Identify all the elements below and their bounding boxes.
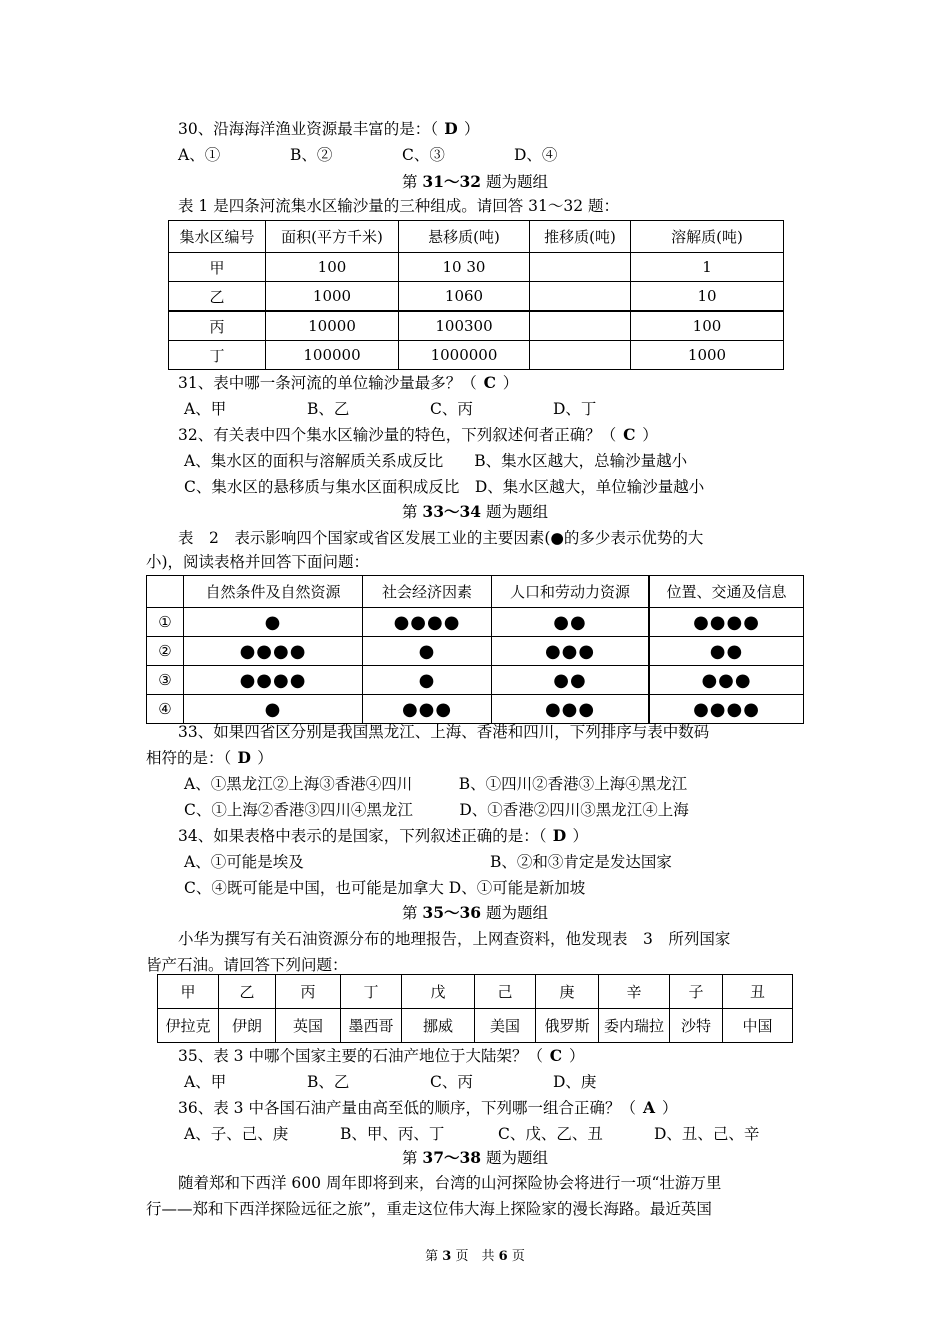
table3-cell: 沙特 — [670, 1009, 723, 1043]
q31-option-d: D、丁 — [553, 400, 597, 418]
table1-cell: 1060 — [399, 282, 530, 312]
table2-intro-2: 小)，阅读表格并回答下面问题： — [146, 553, 370, 571]
table2-dots: ●●●● — [184, 637, 363, 666]
q32-stem: 32、有关表中四个集水区输沙量的特色，下列叙述何者正确？（ C ） — [178, 425, 658, 444]
table1-cell — [530, 282, 631, 312]
table2-dots: ●●●● — [649, 695, 804, 724]
para37-line1: 随着郑和下西洋 600 周年即将到来，台湾的山河探险协会将进行一项“壮游万里 — [178, 1174, 722, 1192]
table2-dots: ● — [184, 695, 363, 724]
table1-cell: 1000 — [266, 282, 399, 312]
q31-answer: C — [483, 373, 496, 392]
q35-stem: 35、表 3 中哪个国家主要的石油产地位于大陆架？（ C ） — [178, 1046, 585, 1065]
q31-option-b: B、乙 — [307, 400, 350, 418]
table2-row-label: ③ — [147, 666, 184, 695]
table2-header: 自然条件及自然资源 — [184, 576, 363, 608]
q30-option-a: A、① — [178, 146, 221, 164]
table3-cell: 伊拉克 — [158, 1009, 219, 1043]
table3-intro-1: 小华为撰写有关石油资源分布的地理报告，上网查资料，他发现表 3 所列国家 — [178, 930, 731, 948]
table1-cell: 丁 — [169, 341, 266, 370]
table3-header: 丁 — [341, 975, 402, 1009]
q31-stem: 31、表中哪一条河流的单位输沙量最多？（ C ） — [178, 373, 519, 392]
q32-options-line2: C、集水区的悬移质与集水区面积成反比 D、集水区越大，单位输沙量越小 — [184, 478, 705, 496]
table2-dots: ●● — [492, 666, 650, 695]
table1-intro: 表 1 是四条河流集水区输沙量的三种组成。请回答 31～32 题： — [178, 197, 620, 215]
q34-options-line2: C、④既可能是中国，也可能是加拿大 D、①可能是新加坡 — [184, 879, 586, 897]
table2-dots: ●● — [492, 608, 650, 637]
table2-dots: ●●●● — [363, 608, 492, 637]
group-heading-35-36: 第 35～36 题为题组 — [401, 903, 549, 922]
q36-option-b: B、甲、丙、丁 — [340, 1125, 445, 1143]
footer-page-number: 3 — [442, 1249, 452, 1264]
table2-row-label: ① — [147, 608, 184, 637]
table2-dots: ● — [363, 666, 492, 695]
table3-cell: 英国 — [276, 1009, 341, 1043]
q35-option-a: A、甲 — [184, 1073, 227, 1091]
q36-stem: 36、表 3 中各国石油产量由高至低的顺序，下列哪一组合正确？（ A ） — [178, 1098, 678, 1117]
table2-dots: ●●● — [492, 695, 650, 724]
table1-header: 推移质(吨) — [530, 221, 631, 253]
table3-header: 辛 — [599, 975, 670, 1009]
q33-options-line2: C、①上海②香港③四川④黑龙江 D、①香港②四川③黑龙江④上海 — [184, 801, 689, 819]
table1-cell: 100 — [631, 311, 784, 341]
table2-dots: ●●●● — [184, 666, 363, 695]
table2-intro-1: 表 2 表示影响四个国家或省区发展工业的主要因素(●的多少表示优势的大 — [178, 529, 704, 547]
para37-line2: 行——郑和下西洋探险远征之旅”，重走这位伟大海上探险家的漫长海路。最近英国 — [146, 1200, 712, 1218]
table3-header: 戊 — [402, 975, 475, 1009]
table2-dots: ●●●● — [649, 608, 804, 637]
q32-answer: C — [623, 425, 636, 444]
table3-cell: 美国 — [475, 1009, 536, 1043]
page-footer: 第 3 页 共 6 页 — [425, 1249, 525, 1264]
table1-cell: 乙 — [169, 282, 266, 312]
table3-header: 甲 — [158, 975, 219, 1009]
table2-dots: ●●● — [649, 666, 804, 695]
table3-header: 丙 — [276, 975, 341, 1009]
table2-dots: ● — [184, 608, 363, 637]
table1-cell: 丙 — [169, 311, 266, 341]
table2-factors — [146, 575, 804, 724]
table1-cell: 100000 — [266, 341, 399, 370]
q34-option-a: A、①可能是埃及 — [184, 853, 304, 871]
table3-cell: 中国 — [723, 1009, 793, 1043]
table3-header: 丑 — [723, 975, 793, 1009]
table1-cell: 100 — [266, 253, 399, 282]
table1-cell: 1 — [631, 253, 784, 282]
group-heading-37-38: 第 37～38 题为题组 — [401, 1148, 549, 1167]
table1-cell: 1000 — [631, 341, 784, 370]
q35-option-d: D、庚 — [553, 1073, 597, 1091]
table1-cell — [530, 253, 631, 282]
table3-cell: 伊朗 — [219, 1009, 276, 1043]
table3-cell: 委内瑞拉 — [599, 1009, 670, 1043]
table2-row-label: ② — [147, 637, 184, 666]
q30-option-d: D、④ — [514, 146, 558, 164]
table2-dots: ●● — [649, 637, 804, 666]
footer-total-pages: 6 — [498, 1249, 508, 1264]
table2-dots: ●●● — [492, 637, 650, 666]
table3-header: 乙 — [219, 975, 276, 1009]
table1-cell: 10000 — [266, 311, 399, 341]
q31-option-c: C、丙 — [430, 400, 473, 418]
q33-answer: D — [237, 748, 251, 767]
table3-header: 庚 — [536, 975, 599, 1009]
q36-option-d: D、丑、己、辛 — [654, 1125, 760, 1143]
table2-dots: ● — [363, 637, 492, 666]
table2-header: 社会经济因素 — [363, 576, 492, 608]
table1-cell: 1000000 — [399, 341, 530, 370]
table2-row-label: ④ — [147, 695, 184, 724]
group-heading-33-34: 第 33～34 题为题组 — [401, 502, 549, 521]
q36-answer: A — [642, 1098, 655, 1117]
table3-cell: 墨西哥 — [341, 1009, 402, 1043]
q30-answer: D — [444, 119, 458, 138]
table1-header: 悬移质(吨) — [399, 221, 530, 253]
q36-option-c: C、戊、乙、丑 — [498, 1125, 603, 1143]
table2-header: 位置、交通及信息 — [649, 576, 804, 608]
table3-header: 己 — [475, 975, 536, 1009]
q34-option-b: B、②和③肯定是发达国家 — [490, 853, 672, 871]
table1-sediment — [168, 220, 784, 370]
table1-header: 溶解质(吨) — [631, 221, 784, 253]
table1-header: 面积(平方千米) — [266, 221, 399, 253]
q30-stem: 30、沿海海洋渔业资源最丰富的是：（ D ） — [178, 119, 480, 138]
group-heading-31-32: 第 31～32 题为题组 — [401, 172, 549, 191]
table2-header — [147, 576, 184, 608]
table1-cell — [530, 341, 631, 370]
table1-cell: 甲 — [169, 253, 266, 282]
table2-dots: ●●● — [363, 695, 492, 724]
q35-option-b: B、乙 — [307, 1073, 350, 1091]
q36-option-a: A、子、己、庚 — [184, 1125, 289, 1143]
table3-intro-2: 皆产石油。请回答下列问题： — [146, 956, 348, 974]
table1-header: 集水区编号 — [169, 221, 266, 253]
q33-stem-2: 相符的是：（ D ） — [146, 748, 273, 767]
table3-cell: 俄罗斯 — [536, 1009, 599, 1043]
table2-header: 人口和劳动力资源 — [492, 576, 650, 608]
q35-answer: C — [549, 1046, 563, 1065]
q33-options-line1: A、①黑龙江②上海③香港④四川 B、①四川②香港③上海④黑龙江 — [184, 775, 688, 793]
q30-option-b: B、② — [290, 146, 333, 164]
table3-header: 子 — [670, 975, 723, 1009]
table3-oil-countries — [157, 974, 793, 1043]
q30-option-c: C、③ — [402, 146, 445, 164]
q35-option-c: C、丙 — [430, 1073, 473, 1091]
q31-option-a: A、甲 — [184, 400, 227, 418]
table1-cell: 100300 — [399, 311, 530, 341]
table1-cell: 10 30 — [399, 253, 530, 282]
table1-cell: 10 — [631, 282, 784, 312]
q33-stem-1: 33、如果四省区分别是我国黑龙江、上海、香港和四川，下列排序与表中数码 — [178, 723, 710, 741]
q32-options-line1: A、集水区的面积与溶解质关系成反比 B、集水区越大，总输沙量越小 — [184, 452, 688, 470]
table3-cell: 挪威 — [402, 1009, 475, 1043]
q34-answer: D — [552, 826, 567, 845]
table1-cell — [530, 311, 631, 341]
q34-stem: 34、如果表格中表示的是国家，下列叙述正确的是：（ D ） — [178, 826, 588, 845]
